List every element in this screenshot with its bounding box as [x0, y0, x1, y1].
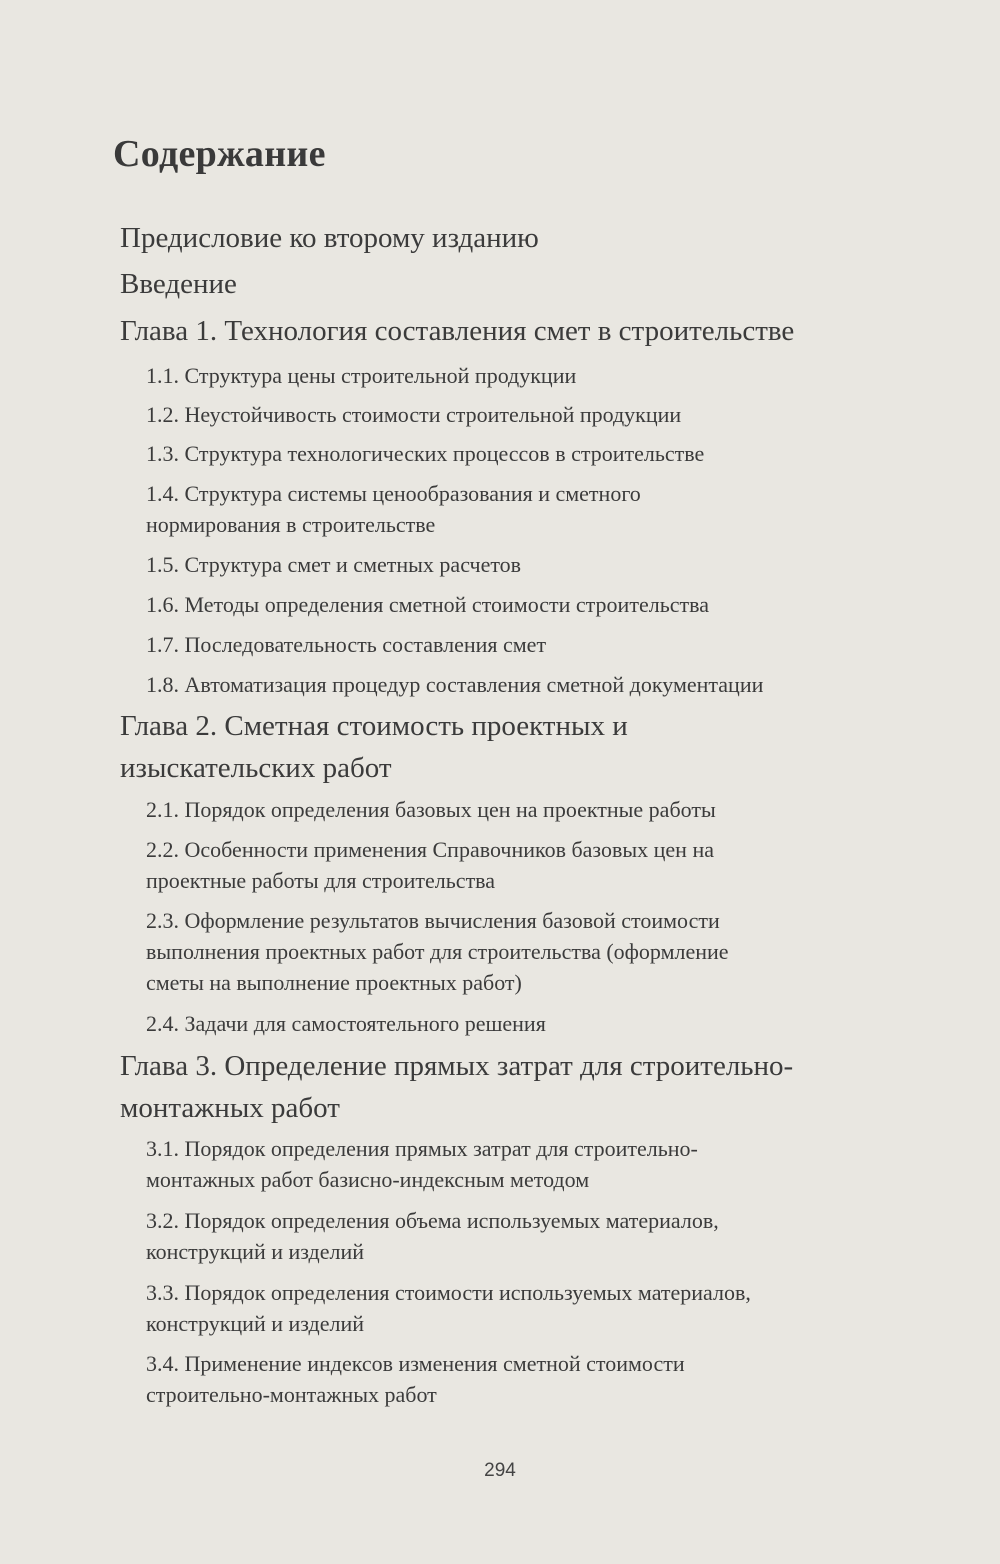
toc-entry-text: 1.3. Структура технологических процессов в строительстве [146, 441, 705, 466]
page-number: 294 [484, 1460, 516, 1481]
toc-entry-text: 1.5. Структура смет и сметных расчетов [146, 552, 522, 577]
toc-entry-text: монтажных работ [120, 1092, 340, 1124]
toc-entry-text: 1.4. Структура системы ценообразования и сметного [146, 481, 641, 506]
toc-entry-text: 3.1. Порядок определения прямых затрат для строительно- [146, 1136, 698, 1161]
toc-entry-text: 2.1. Порядок определения базовых цен на проектные работы [146, 797, 716, 822]
toc-entry-text: Предисловие ко второму изданию [120, 222, 539, 254]
toc-entry-text: 1.7. Последовательность составления смет [146, 632, 547, 657]
toc-entry-text: 1.2. Неустойчивость стоимости строительной продукции [146, 402, 682, 427]
toc-entry-text: конструкций и изделий [146, 1239, 365, 1264]
toc-entry-text: Глава 3. Определение прямых затрат для строительно- [120, 1050, 794, 1082]
page-title: Содержание [113, 133, 326, 175]
toc-entry-text: 1.8. Автоматизация процедур составления сметной документации [146, 672, 764, 697]
toc-entry-text: 2.4. Задачи для самостоятельного решения [146, 1011, 546, 1036]
toc-entry-text: изыскательских работ [120, 752, 392, 784]
toc-entry-text: 3.4. Применение индексов изменения сметной стоимости [146, 1351, 685, 1376]
toc-entry-text: 3.2. Порядок определения объема используемых материалов, [146, 1208, 719, 1233]
toc-entry-text: нормирования в строительстве [146, 512, 436, 537]
toc-entry-text: Глава 2. Сметная стоимость проектных и [120, 710, 628, 742]
toc-entry-text: проектные работы для строительства [146, 868, 496, 893]
toc-entry-text: сметы на выполнение проектных работ) [146, 970, 522, 995]
toc-entry-text: строительно-монтажных работ [146, 1382, 437, 1407]
toc-entry-text: монтажных работ базисно-индексным методом [146, 1167, 590, 1192]
toc-entry-text: 3.3. Порядок определения стоимости используемых материалов, [146, 1280, 751, 1305]
toc-entry-text: Введение [120, 268, 237, 300]
toc-entry-text: 2.3. Оформление результатов вычисления базовой стоимости [146, 908, 720, 933]
toc-entry-text: 2.2. Особенности применения Справочников базовых цен на [146, 837, 714, 862]
toc-entry-text: конструкций и изделий [146, 1311, 365, 1336]
toc-entry-text: выполнения проектных работ для строительства (оформление [146, 939, 729, 964]
toc-entry-text: 1.1. Структура цены строительной продукции [146, 363, 577, 388]
toc-entry-text: Глава 1. Технология составления смет в строительстве [120, 315, 795, 347]
toc-entry-text: 1.6. Методы определения сметной стоимости строительства [146, 592, 709, 617]
